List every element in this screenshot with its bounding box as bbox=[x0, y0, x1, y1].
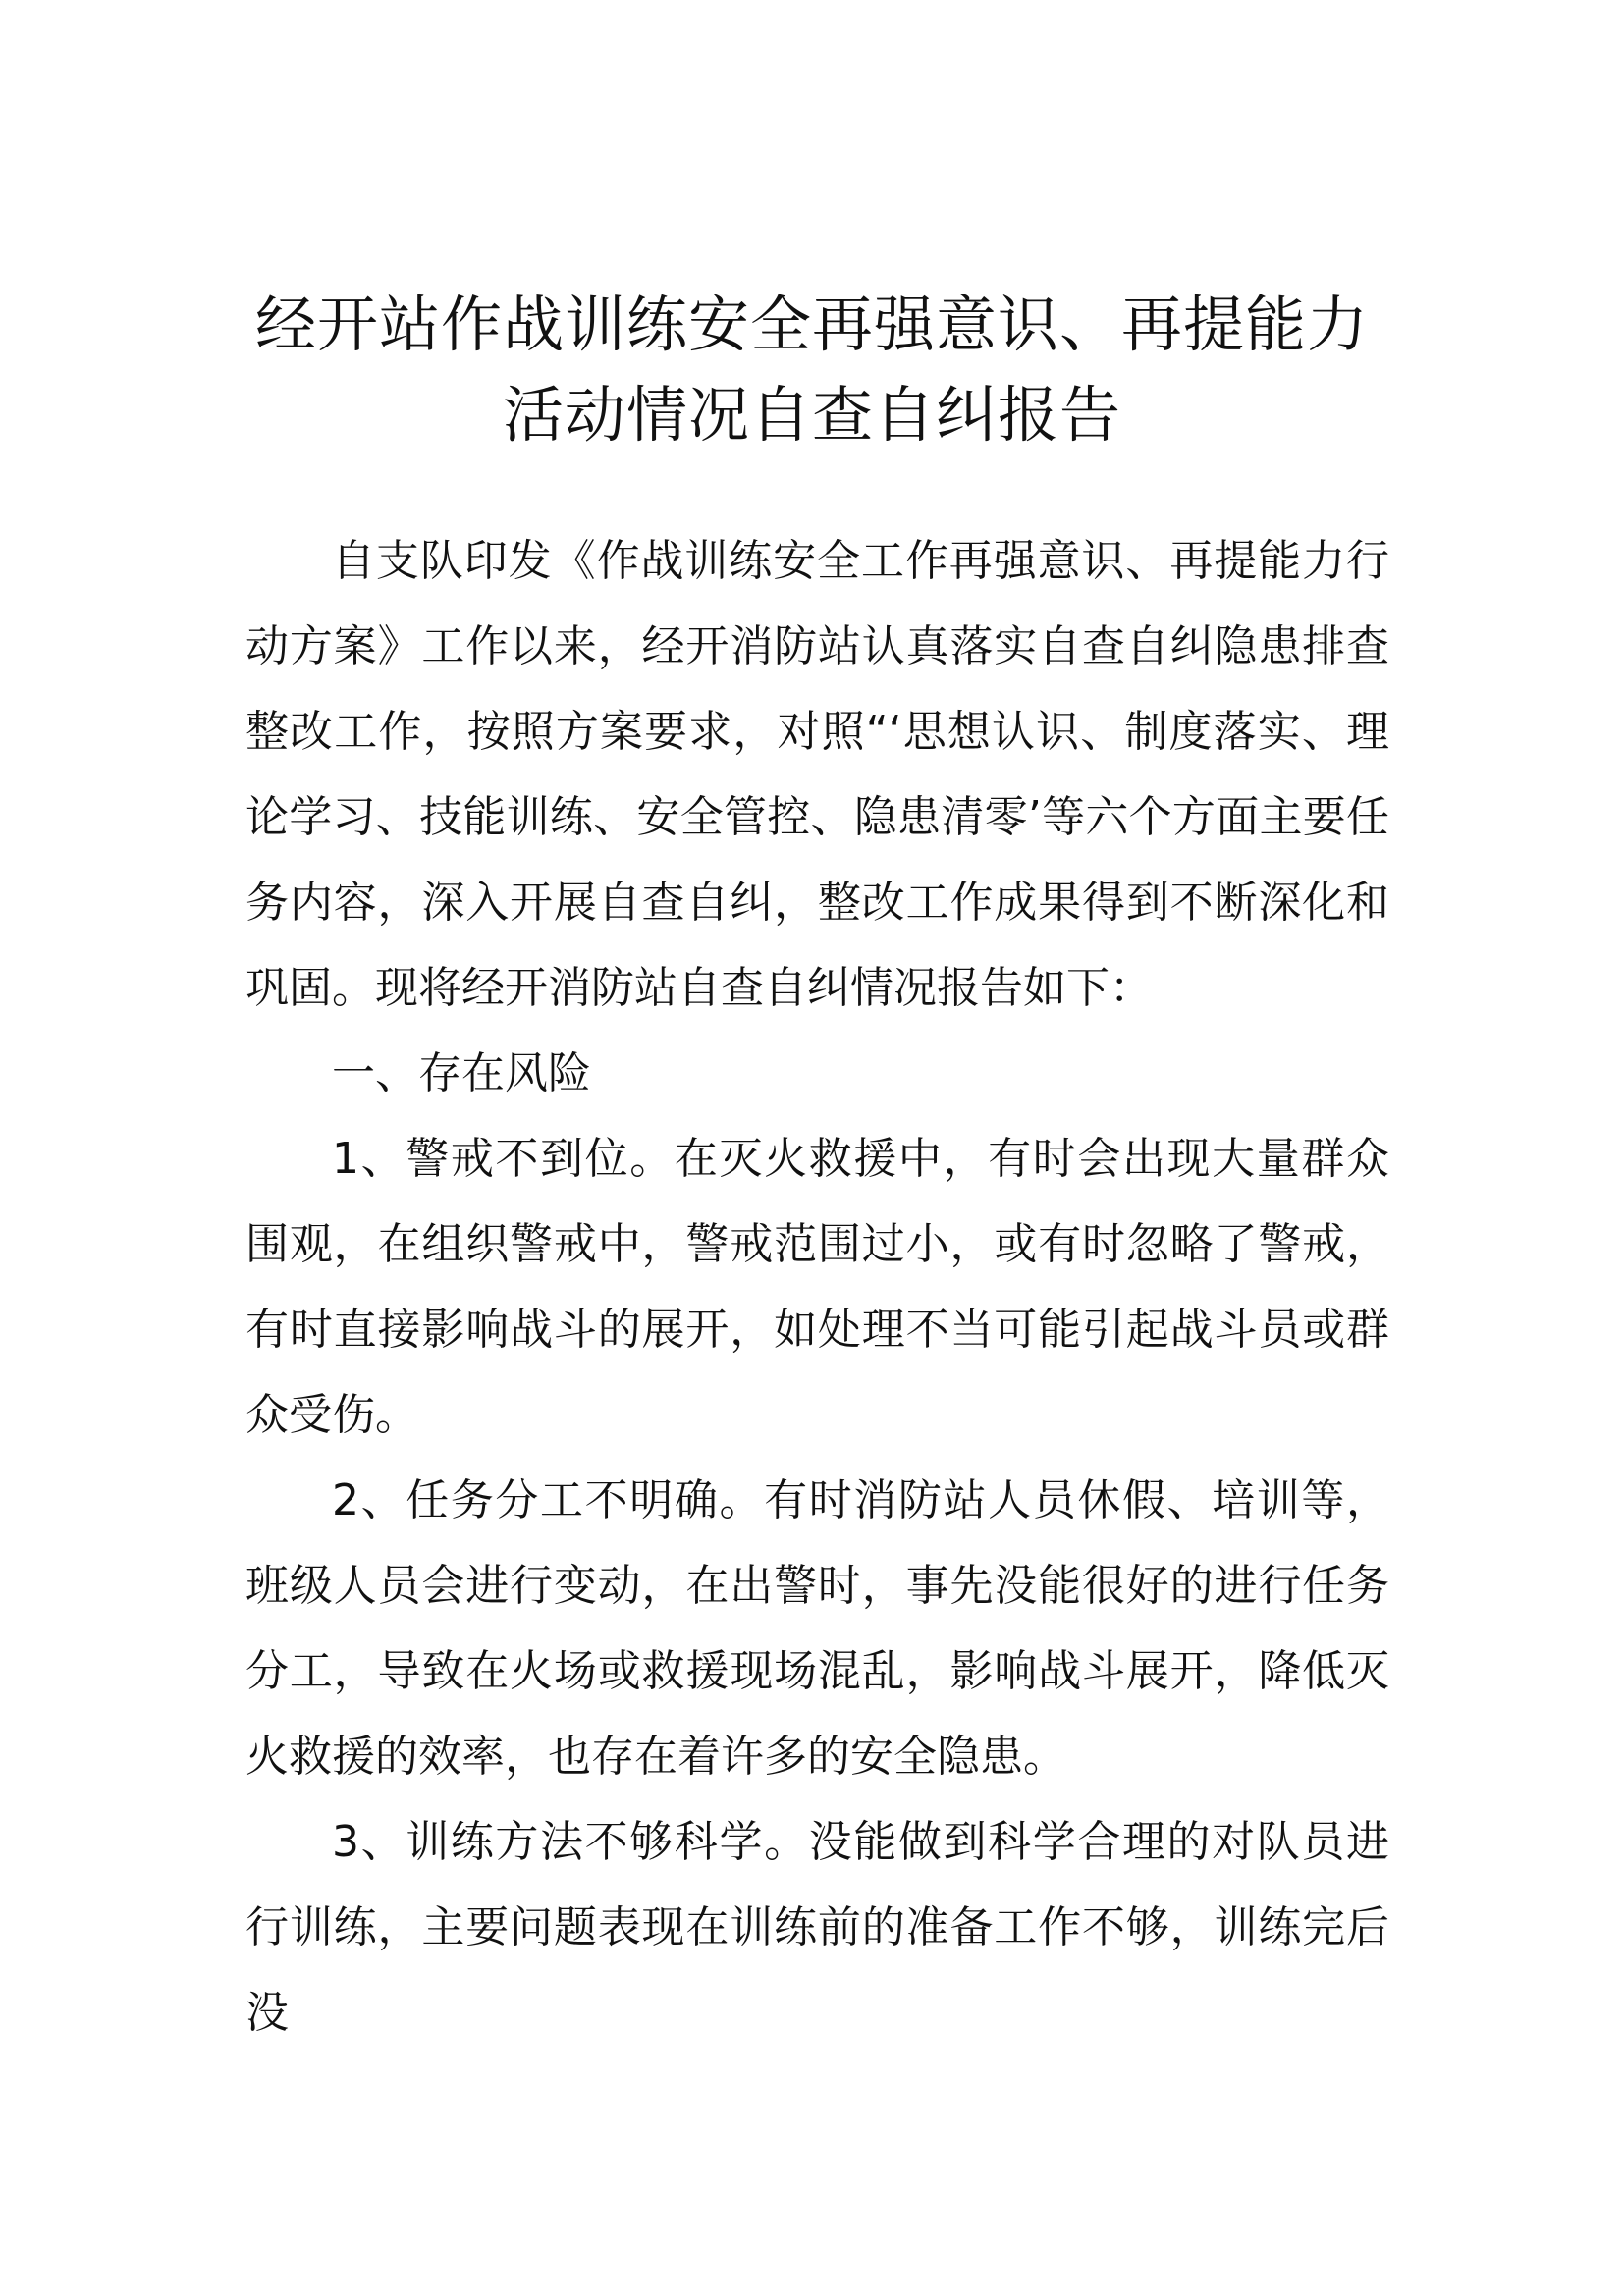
risk-item-2: 2、任务分工不明确。有时消防站人员休假、培训等，班级人员会进行变动，在出警时，事先没能很好的进行任务分工，导致在火场或救援现场混乱，影响战斗展开，降低灭火救援的效率，也存在着许多的安全隐患。 bbox=[245, 1475, 1389, 1782]
document-body bbox=[245, 518, 1389, 2056]
intro-paragraph: 自支队印发《作战训练安全工作再强意识、再提能力行动方案》工作以来，经开消防站认真落实自查自纠隐患排查整改工作，按照方案要求，对照“‘思想认识、制度落实、理论学习、技能训练、安全管控、隐患清零’等六个方面主要任务内容，深入开展自查自纠，整改工作成果得到不断深化和巩固。现将经开消防站自查自纠情况报告如下： bbox=[245, 536, 1389, 1013]
risk-item-3: 3、训练方法不够科学。没能做到科学合理的对队员进行训练，主要问题表现在训练前的准备工作不够，训练完后没 bbox=[245, 1817, 1389, 2038]
section-heading-risks: 一、存在风险 bbox=[332, 1048, 591, 1098]
title-line-1: 经开站作战训练安全再强意识、再提能力 bbox=[254, 289, 1369, 360]
risk-item-1: 1、警戒不到位。在灭火救援中，有时会出现大量群众围观，在组织警戒中，警戒范围过小，或有时忽略了警戒，有时直接影响战斗的展开，如处理不当可能引起战斗员或群众受伤。 bbox=[245, 1134, 1389, 1440]
title-line-2: 活动情况自查自纠报告 bbox=[502, 379, 1121, 451]
document-title bbox=[147, 280, 1477, 460]
